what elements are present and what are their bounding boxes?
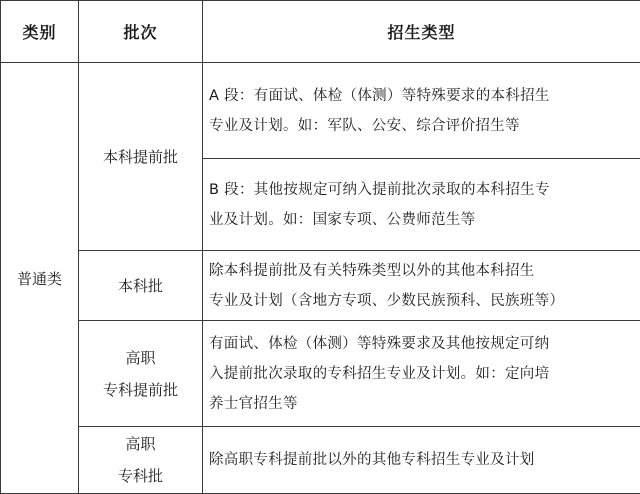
table-row <box>1 251 640 321</box>
batch-label: 高职 <box>80 428 201 460</box>
table-row <box>1 321 640 427</box>
batch-cell <box>79 427 203 494</box>
header-batch: 批次 <box>79 1 203 63</box>
admission-type-cell <box>203 251 640 321</box>
admission-type-cell <box>203 427 640 494</box>
batch-label: 高职 <box>80 342 201 374</box>
batch-cell <box>79 321 203 427</box>
description-line: 业及计划。如：国家专项、公费师范生等 <box>209 205 630 235</box>
header-admission-type: 招生类型 <box>203 1 640 63</box>
batch-cell <box>79 63 203 251</box>
description-line: 专业及计划。如：军队、公安、综合评价招生等 <box>209 111 630 141</box>
admission-type-cell <box>203 159 640 251</box>
description-line: 养士官招生等 <box>209 389 630 419</box>
description-line: 有面试、体检（体测）等特殊要求及其他按规定可纳 <box>209 329 630 359</box>
description-line: 专业及计划（含地方专项、少数民族预科、民族班等） <box>209 286 630 316</box>
description-line: 除本科提前批及有关特殊类型以外的其他本科招生 <box>209 256 630 286</box>
header-category: 类别 <box>1 1 79 63</box>
description-line: 入提前批次录取的专科招生专业及计划。如：定向培 <box>209 359 630 389</box>
admission-type-cell <box>203 63 640 159</box>
description-line: A 段：有面试、体检（体测）等特殊要求的本科招生 <box>209 81 630 111</box>
table-row <box>1 427 640 494</box>
batch-label: 本科批 <box>80 270 201 302</box>
batch-label: 专科提前批 <box>80 374 201 406</box>
batch-label: 本科提前批 <box>80 141 201 173</box>
admission-type-cell <box>203 321 640 427</box>
category-cell: 普通类 <box>1 63 79 494</box>
batch-cell <box>79 251 203 321</box>
description-line: 除高职专科提前批以外的其他专科招生专业及计划 <box>209 445 630 475</box>
batch-label: 专科批 <box>80 460 201 492</box>
table-header-row <box>1 1 640 63</box>
description-line: B 段：其他按规定可纳入提前批次录取的本科招生专 <box>209 175 630 205</box>
table-row <box>1 63 640 159</box>
